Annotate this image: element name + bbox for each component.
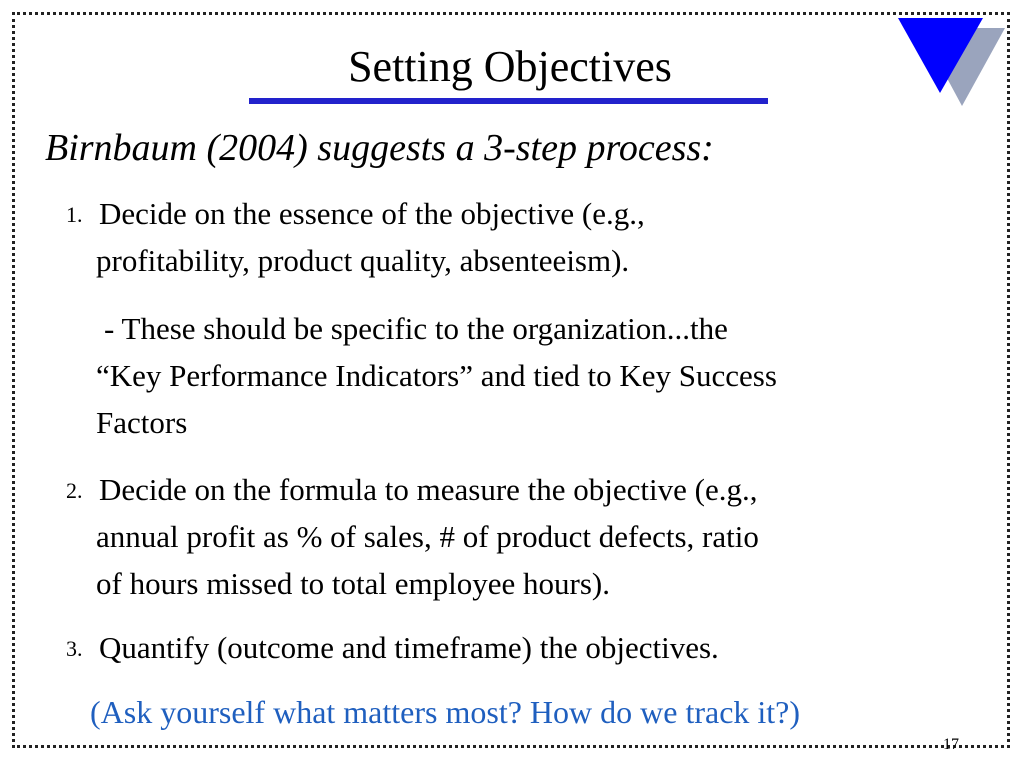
sub-point (96, 305, 986, 446)
list-item-text: of hours missed to total employee hours). (96, 566, 610, 601)
list-item-1 (66, 190, 986, 284)
list-number: 1. (66, 202, 83, 227)
list-item-text: profitability, product quality, absenteeism). (96, 243, 630, 278)
logo-triangle-icon (895, 16, 1010, 108)
list-item-text: annual profit as % of sales, # of product defects, ratio (96, 519, 759, 554)
list-item-2 (66, 466, 986, 607)
slide-title: Setting Objectives (348, 42, 672, 91)
list-number: 3. (66, 636, 83, 661)
list-item-text: Quantify (outcome and timeframe) the objectives. (99, 630, 719, 665)
list-item-text: Decide on the formula to measure the objective (e.g., (99, 472, 758, 507)
sub-point-text: Factors (96, 405, 188, 440)
page-number: 17 (943, 736, 959, 753)
list-item-text: Decide on the essence of the objective (e.g., (99, 196, 645, 231)
sub-point-text: - These should be specific to the organization...the (104, 311, 728, 346)
list-number: 2. (66, 478, 83, 503)
sub-point-text: “Key Performance Indicators” and tied to Key Success (96, 358, 777, 393)
slide-subtitle: Birnbaum (2004) suggests a 3-step process: (45, 127, 714, 169)
list-item-3 (66, 624, 986, 671)
title-underline (249, 98, 768, 104)
reflection-question: (Ask yourself what matters most? How do we track it?) (90, 694, 801, 730)
